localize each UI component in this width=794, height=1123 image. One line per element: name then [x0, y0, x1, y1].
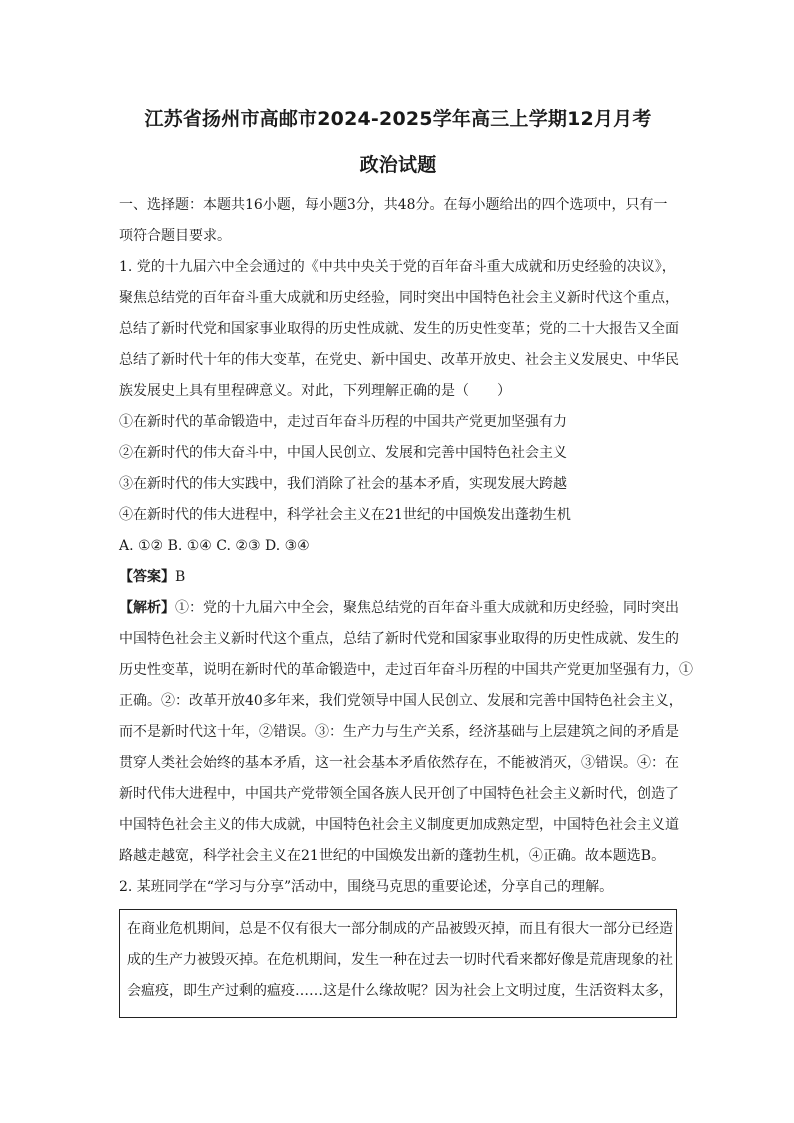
question-1 [119, 252, 693, 872]
analysis-line: 中国特色社会主义的伟大成就，中国特色社会主义制度更加成熟定型，中国特色社会主义道 [119, 817, 679, 833]
analysis-text: ①：党的十九届六中全会，聚焦总结党的百年奋斗重大成就和历史经验，同时突出 [175, 600, 679, 616]
quote-line: 在商业危机期间，总是不仅有很大一部分制成的产品被毁灭掉，而且有很大一部分已经造 [127, 921, 673, 937]
document-page [119, 96, 693, 1018]
statement-option: ③在新时代的伟大实践中，我们消除了社会的基本矛盾，实现发展大跨越 [119, 476, 567, 492]
section-header [119, 190, 677, 252]
analysis-line: 中国特色社会主义新时代这个重点，总结了新时代党和国家事业取得的历史性成就、发生的 [119, 631, 679, 647]
analysis-line: 路越走越宽，科学社会主义在21世纪的中国焕发出新的蓬勃生机，④正确。故本题选B。 [119, 848, 666, 864]
quote-line: 会瘟疫，即生产过剩的瘟疫……这是什么缘故呢？因为社会上文明过度，生活资料太多， [127, 983, 673, 999]
question-stem-line: 1. 党的十九届六中全会通过的《中共中央关于党的百年奋斗重大成就和历史经验的决议》， [119, 259, 676, 275]
document-title: 江苏省扬州市高邮市2024-2025学年高三上学期12月月考 [144, 108, 652, 130]
analysis-line: 正确。②：改革开放40多年来，我们党领导中国人民创立、发展和完善中国特色社会主义， [119, 693, 683, 709]
analysis-line: 而不是新时代这十年，②错误。③：生产力与生产关系，经济基础与上层建筑之间的矛盾是 [119, 724, 679, 740]
section-header-line: 项符合题目要求。 [119, 228, 231, 244]
statement-option: ①在新时代的革命锻造中，走过百年奋斗历程的中国共产党更加坚强有力 [119, 414, 567, 430]
quote-box [119, 909, 677, 1018]
analysis-tag: 【解析】 [119, 600, 175, 616]
answer-tag: 【答案】 [119, 569, 175, 585]
answer-choices: A. ①② B. ①④ C. ②③ D. ③④ [119, 538, 310, 554]
analysis-line: 新时代伟大进程中，中国共产党带领全国各族人民开创了中国特色社会主义新时代，创造了 [119, 786, 679, 802]
answer-value: B [175, 569, 186, 585]
analysis-line: 历史性变革，说明在新时代的革命锻造中，走过百年奋斗历程的中国共产党更加坚强有力，① [119, 662, 693, 678]
statement-option: ④在新时代的伟大进程中，科学社会主义在21世纪的中国焕发出蓬勃生机 [119, 507, 571, 523]
statement-option: ②在新时代的伟大奋斗中，中国人民创立、发展和完善中国特色社会主义 [119, 445, 567, 461]
section-header-line: 一、选择题：本题共16小题，每小题3分，共48分。在每小题给出的四个选项中，只有一 [119, 197, 668, 213]
question-stem-line: 族发展史上具有里程碑意义。对此，下列理解正确的是（ ） [119, 383, 511, 399]
question-2 [119, 872, 677, 1018]
question-stem-line: 总结了新时代党和国家事业取得的历史性成就、发生的历史性变革；党的二十大报告又全面 [119, 321, 679, 337]
question-stem-line: 聚焦总结党的百年奋斗重大成就和历史经验，同时突出中国特色社会主义新时代这个重点， [119, 290, 679, 306]
quote-line: 成的生产力被毁灭掉。在危机期间，发生一种在过去一切时代看来都好像是荒唐现象的社 [127, 952, 673, 968]
answer-line [119, 562, 677, 593]
analysis-line [119, 593, 677, 624]
document-subtitle: 政治试题 [359, 154, 437, 176]
question-stem-line: 总结了新时代十年的伟大变革，在党史、新中国史、改革开放史、社会主义发展史、中华民 [119, 352, 679, 368]
analysis-line: 贯穿人类社会始终的基本矛盾，这一社会基本矛盾依然存在，不能被消灭，③错误。④：在 [119, 755, 679, 771]
question-stem-line: 2. 某班同学在“学习与分享”活动中，围绕马克思的重要论述，分享自己的理解。 [119, 879, 614, 895]
